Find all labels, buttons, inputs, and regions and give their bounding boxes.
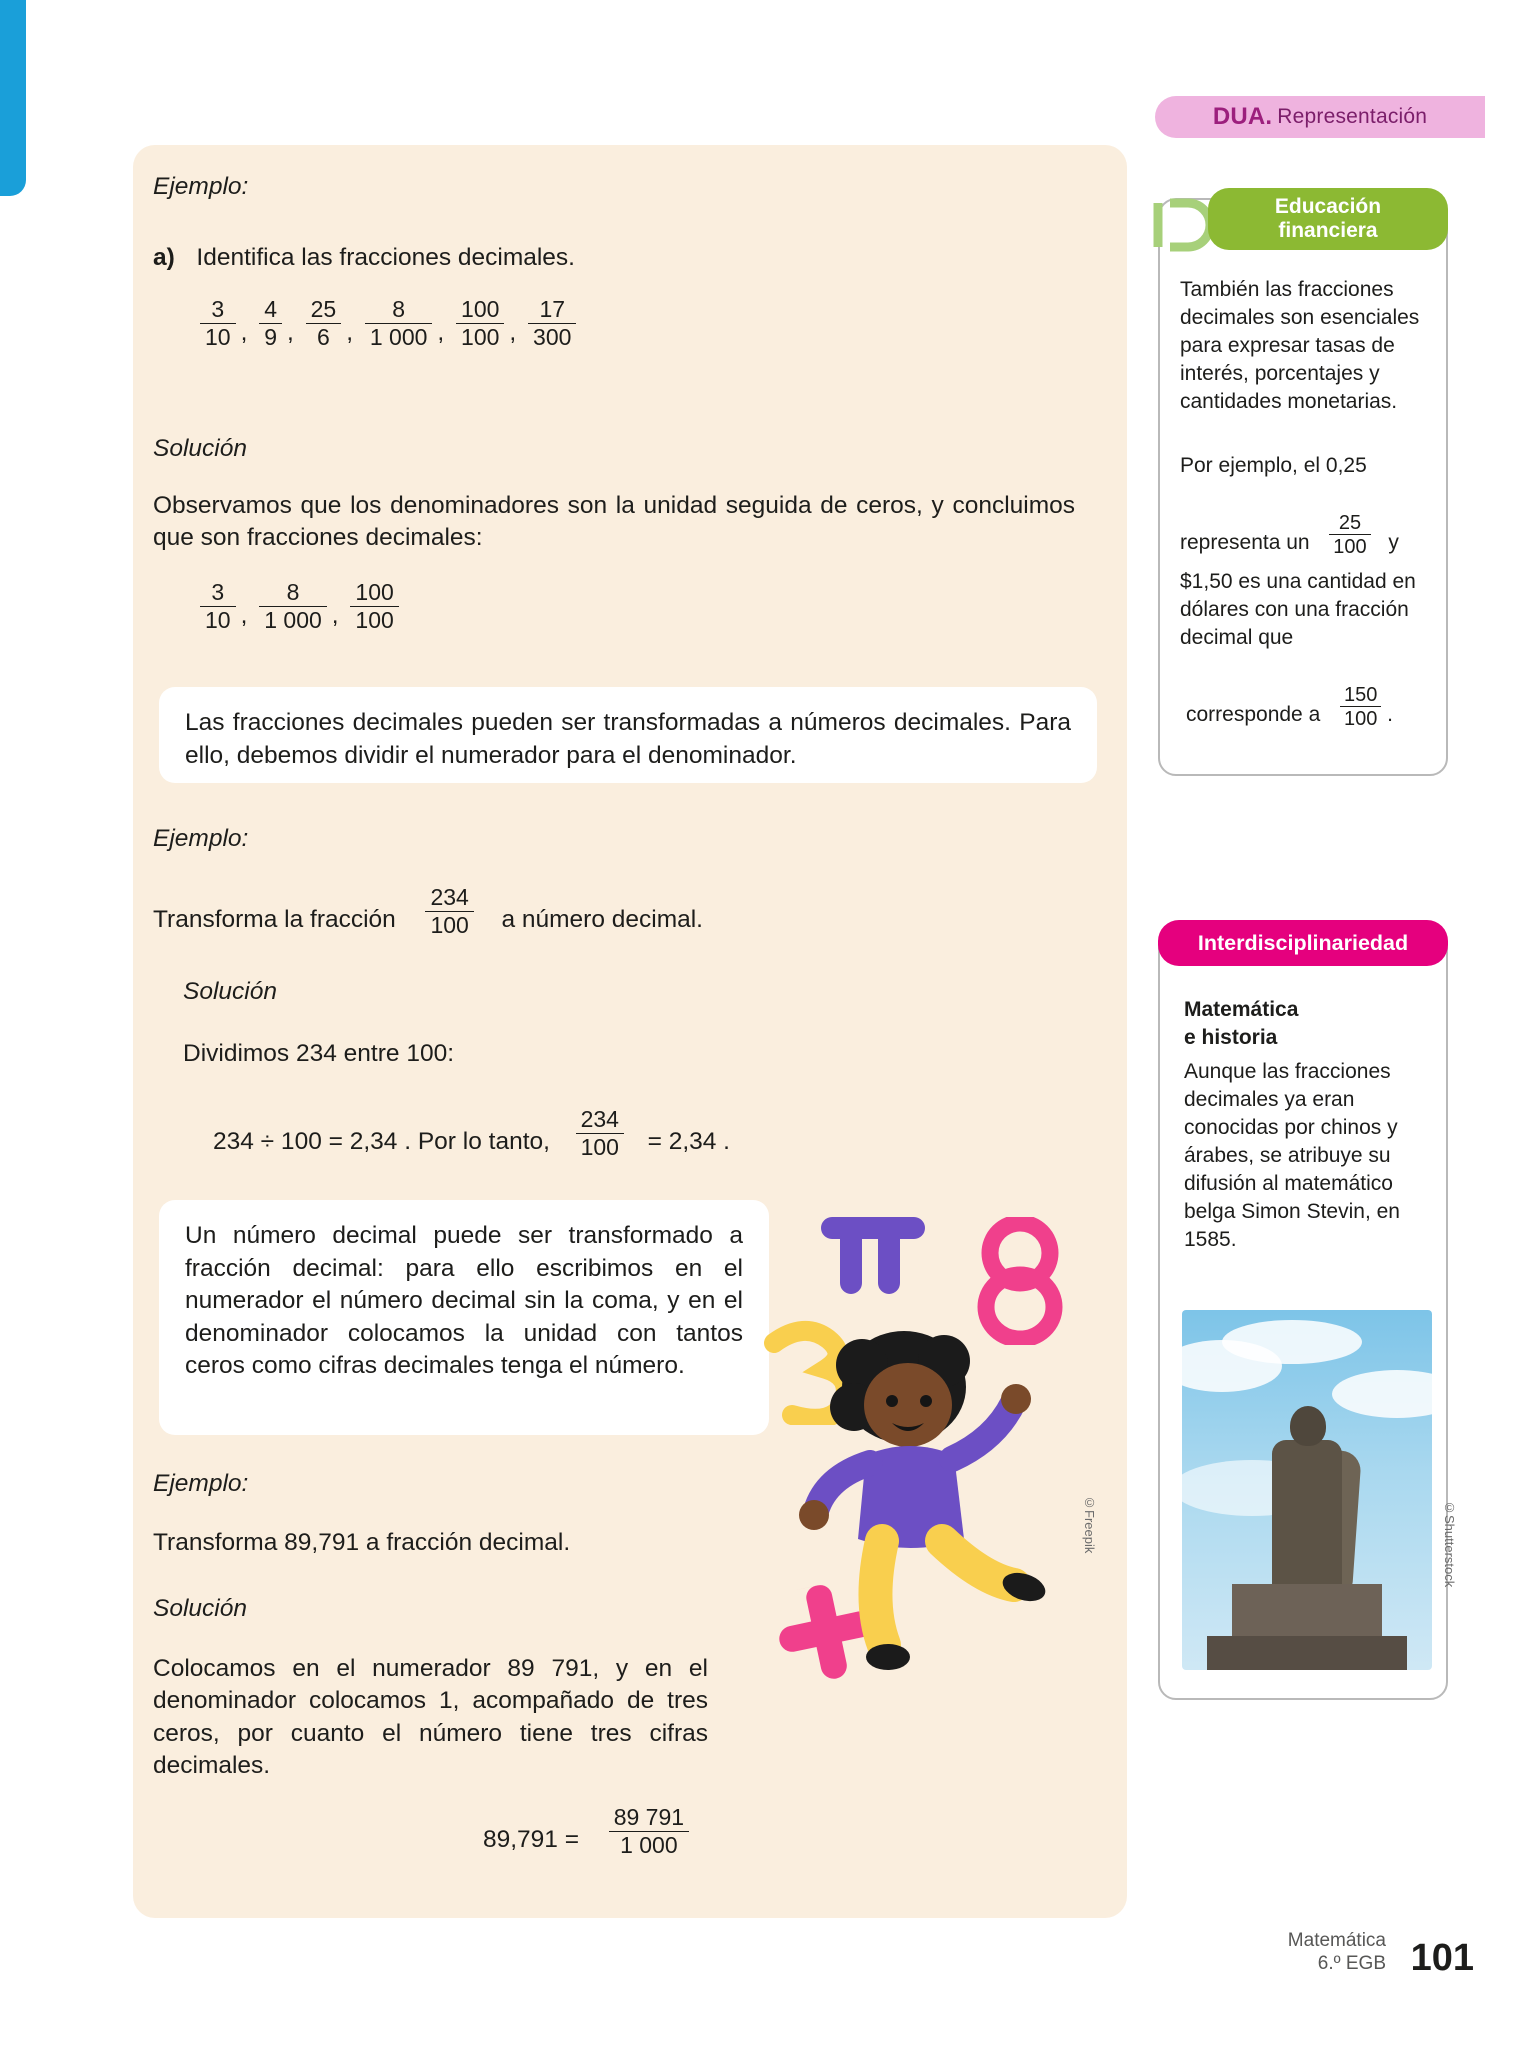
callout-box-2: Un número decimal puede ser transformado a fracción decimal: para ello escribimos en el numerador el número decimal sin la coma, y en el denominador colocamos la unidad con tantos ceros como cifras decimales tenga el número. bbox=[159, 1200, 769, 1435]
callout-box-1: Las fracciones decimales pueden ser transformadas a números decimales. Para ello, debemos dividir el numerador para el denominador. bbox=[159, 687, 1097, 783]
solution-1-label: Solución bbox=[153, 435, 247, 462]
example-2-post: a número decimal. bbox=[501, 906, 703, 934]
fraction-row-2: $\frac{3}{10}$ , $\frac{8}{1 000}$ , $\frac{100}{100}$ bbox=[198, 580, 401, 634]
fraction-100-100-b: $\frac{100}{100}$ bbox=[350, 580, 398, 634]
finance-paragraph-3: $1,50 es una cantidad en dólares con una fracción decimal que bbox=[1180, 570, 1416, 649]
dua-banner-label: Representación bbox=[1277, 105, 1428, 128]
fraction-3-10: $\frac{3}{10}$ bbox=[200, 297, 236, 351]
page-number: 101 bbox=[1410, 1937, 1474, 1979]
statue-photo bbox=[1182, 1310, 1432, 1670]
operation-post: = 2,34 . bbox=[647, 1128, 730, 1156]
fraction-3-10-b: $\frac{3}{10}$ bbox=[200, 580, 236, 634]
pi-symbol-icon bbox=[820, 1195, 930, 1305]
finance-title-line2: financiera bbox=[1278, 219, 1378, 242]
illustration-kid-with-numbers bbox=[760, 1195, 1097, 1705]
item-a-text: Identifica las fracciones decimales. bbox=[196, 244, 575, 271]
solution-2-label: Solución bbox=[183, 978, 277, 1005]
example-3-text: Transforma 89,791 a fracción decimal. bbox=[153, 1529, 571, 1556]
page-side-tab bbox=[0, 0, 26, 196]
operation-pre: 234 ÷ 100 = 2,34 . Por lo tanto, bbox=[213, 1128, 550, 1156]
solution-1-text: Observamos que los denominadores son la unidad seguida de ceros, y concluimos que son fracciones decimales: bbox=[153, 492, 1075, 552]
interdisciplinary-subtitle-line1: Matemática bbox=[1184, 998, 1299, 1021]
finance-paragraph-2-frac-line bbox=[1180, 512, 1440, 558]
fraction-17-300: $\frac{17}{300}$ bbox=[528, 297, 576, 351]
finance-title-line1: Educación bbox=[1274, 195, 1382, 219]
interdisciplinary-subtitle bbox=[1184, 996, 1434, 1052]
fraction-100-100: $\frac{100}{100}$ bbox=[456, 297, 504, 351]
final-equation bbox=[483, 1805, 691, 1859]
interdisciplinary-body: Aunque las fracciones decimales ya eran conocidas por chinos y árabes, se atribuye su difusión al matemático belga Simon Stevin, en 1585. bbox=[1184, 1060, 1400, 1251]
solution-2-text: Dividimos 234 entre 100: bbox=[183, 1040, 455, 1067]
solution-3-label: Solución bbox=[153, 1595, 247, 1622]
footer-subject bbox=[1288, 1929, 1386, 1977]
interdisciplinary-title: Interdisciplinariedad bbox=[1158, 920, 1448, 966]
interdisciplinary-subtitle-line2: e historia bbox=[1184, 1025, 1278, 1049]
fraction-25-6: $\frac{25}{6}$ bbox=[306, 297, 342, 351]
final-pre: 89,791 = bbox=[483, 1826, 580, 1854]
dua-banner-strong: DUA. bbox=[1212, 103, 1273, 130]
illustration-credit: ©Freepik bbox=[1082, 1495, 1097, 1554]
fraction-row-1: $\frac{3}{10}$ , $\frac{4}{9}$ , $\frac{25}{6}$ , $\frac{8}{1 000}$ , $\frac{100}{100}$ , $\frac{17}{300}$ bbox=[198, 297, 578, 351]
fraction-150-100: $\frac{150}{100}$ bbox=[1340, 684, 1381, 730]
item-a-marker: a) bbox=[153, 244, 175, 271]
operation-line bbox=[213, 1107, 730, 1161]
fraction-4-9: $\frac{4}{9}$ bbox=[259, 297, 282, 351]
example-2-line bbox=[153, 885, 703, 939]
footer-subject-line1: Matemática bbox=[1287, 1929, 1386, 1951]
finance-card-title bbox=[1208, 188, 1448, 250]
fraction-234-100: $\frac{234}{100}$ bbox=[425, 885, 473, 939]
finance-paragraph-2-pre: Por ejemplo, el 0,25 bbox=[1180, 454, 1367, 477]
example-2-label: Ejemplo: bbox=[153, 825, 249, 852]
finance-paragraph-1: También las fracciones decimales son esenciales para expresar tasas de interés, porcentajes y cantidades monetarias. bbox=[1180, 278, 1420, 413]
fraction-234-100-b: $\frac{234}{100}$ bbox=[576, 1107, 624, 1161]
finance-p2-post: y bbox=[1388, 530, 1399, 554]
example-2-pre: Transforma la fracción bbox=[153, 906, 396, 934]
finance-paragraph-4-line bbox=[1186, 684, 1446, 730]
fraction-8-1000-b: $\frac{8}{1 000}$ bbox=[259, 580, 327, 634]
finance-p2-mid: representa un bbox=[1180, 530, 1310, 554]
solution-3-text: Colocamos en el numerador 89 791, y en el denominador colocamos 1, acompañado de tres ceros, por cuanto el número tiene tres cifras decimales. bbox=[153, 1655, 708, 1779]
fraction-89791-1000: $\frac{89 791}{1 000}$ bbox=[609, 1805, 689, 1859]
finance-p4-post: . bbox=[1387, 702, 1394, 726]
fraction-8-1000: $\frac{8}{1 000}$ bbox=[365, 297, 433, 351]
photo-credit: ©Shutterstock bbox=[1442, 1500, 1457, 1588]
item-a-line bbox=[153, 242, 1073, 274]
kid-illustration bbox=[784, 1295, 1084, 1695]
footer-subject-line2: 6.º EGB bbox=[1317, 1953, 1386, 1975]
finance-p4-pre: corresponde a bbox=[1186, 702, 1321, 726]
dua-banner bbox=[1155, 96, 1485, 138]
example-3-label: Ejemplo: bbox=[153, 1470, 249, 1497]
fraction-25-100: $\frac{25}{100}$ bbox=[1329, 512, 1370, 558]
example-1-label: Ejemplo: bbox=[153, 173, 249, 200]
